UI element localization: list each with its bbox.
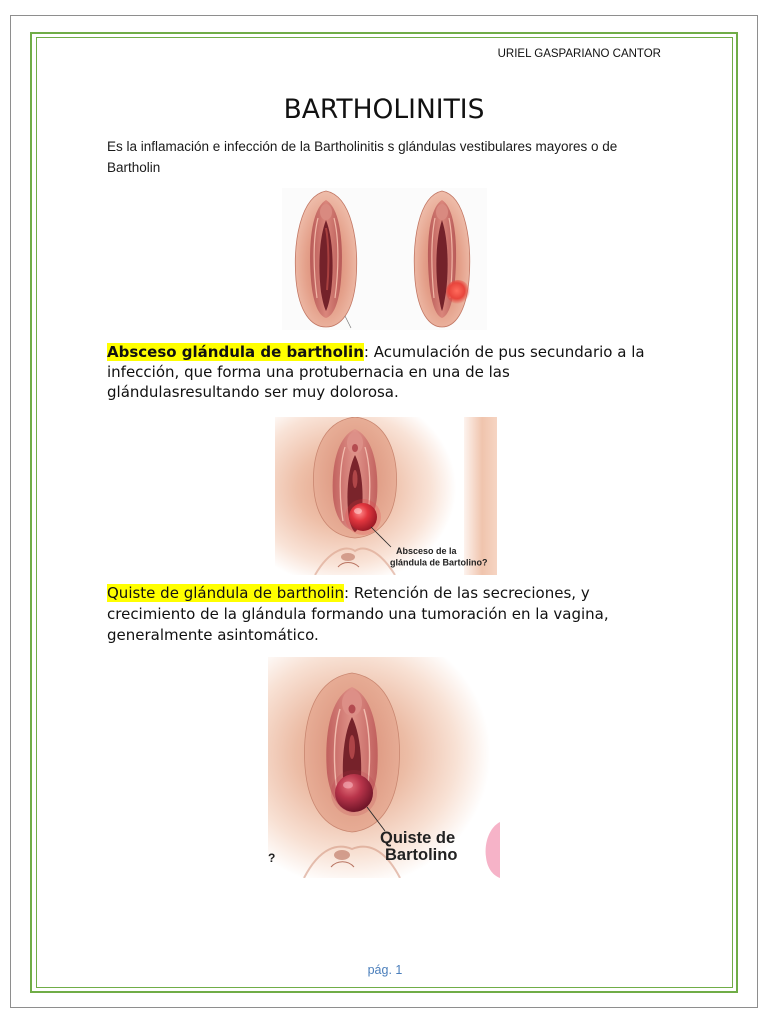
perineum [341, 553, 355, 561]
affected-gland-illustration [414, 191, 470, 327]
inflamed-gland [446, 280, 470, 304]
definition-cyst: : Retención de las secreciones, y crecimiento de la glándula formando una tumoración en la vagina, generalmente asintomático. [107, 584, 609, 644]
abscess-lesion [349, 503, 377, 531]
cropped-label-fragment: ? [268, 851, 276, 865]
adjacent-image-edge [464, 417, 497, 575]
header-author: URIEL GASPARIANO CANTOR [497, 48, 661, 60]
figure-bartholin-abscess [275, 417, 497, 575]
definition-abscess: : Acumulación de pus secundario a la infección, que forma una protubernacia en una de las glándulasresultando ser muy dolorosa. [107, 343, 645, 401]
page-number: pág. 1 [367, 963, 403, 977]
cyst-label-line-1: Quiste de [380, 829, 456, 847]
figure-gland-comparison [282, 188, 487, 330]
perineum [334, 850, 350, 860]
abscess-illustration [275, 417, 497, 575]
clitoris [352, 444, 358, 452]
term-abscess: Absceso glándula de bartholin [107, 343, 364, 361]
gland-comparison-illustration [282, 188, 487, 330]
normal-gland-illustration [295, 191, 356, 327]
section-cyst [107, 583, 657, 646]
cyst-highlight [343, 782, 353, 789]
abscess-label-line-2: glándula de Bartolino? [390, 557, 488, 568]
clitoral-hood [320, 204, 332, 220]
abscess-label-line-1: Absceso de la [396, 546, 457, 556]
cyst-label-line-2: Bartolino [385, 846, 458, 864]
term-cyst: Quiste de glándula de bartholin [107, 584, 345, 602]
cyst-illustration [268, 657, 500, 878]
section-abscess [107, 342, 657, 402]
clitoral-hood [436, 204, 448, 220]
figure-bartholin-cyst [268, 657, 500, 878]
abscess-highlight [354, 508, 362, 514]
urethral-opening [349, 735, 355, 759]
intro-paragraph: Es la inflamación e infección de la Bartholinitis s glándulas vestibulares mayores o de Bartholin [107, 139, 618, 175]
cyst-lesion [335, 774, 373, 812]
clitoris [349, 705, 356, 714]
page-title: BARTHOLINITIS [283, 94, 485, 125]
urethral-opening [353, 470, 358, 488]
